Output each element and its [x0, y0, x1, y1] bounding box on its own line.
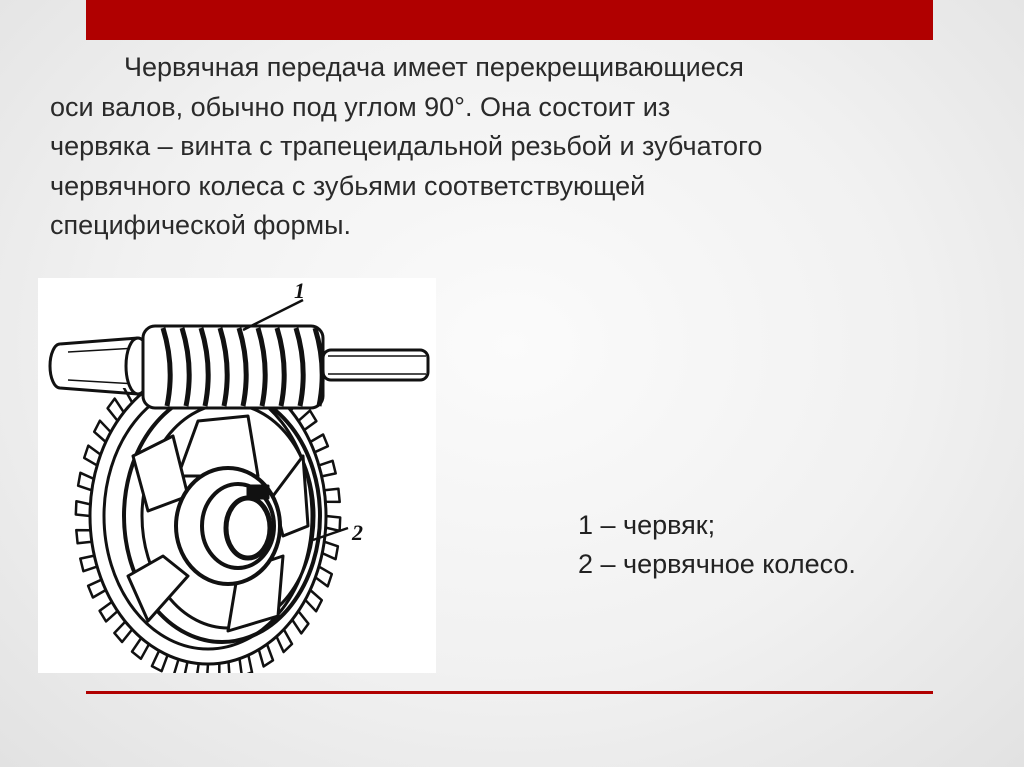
paragraph-line-5: специфической формы.: [50, 210, 351, 240]
legend-item-worm-wheel: 2 – червячное колесо.: [578, 549, 856, 579]
paragraph-line-3: червяка – винта с трапецеидальной резьбой и зубчатого: [50, 131, 763, 161]
worm-shaft: [50, 326, 428, 408]
description-paragraph: [50, 48, 990, 246]
legend-item-worm: 1 – червяк;: [578, 510, 716, 540]
worm-gear-illustration: [38, 278, 436, 673]
callout-label-2: 2: [352, 520, 363, 545]
title-accent-bar: [86, 0, 933, 40]
gear-tooth: [326, 516, 341, 531]
callout-label-1: 1: [294, 278, 305, 303]
paragraph-line-1: Червячная передача имеет перекрещивающиеся: [124, 52, 744, 82]
figure-legend: [578, 506, 856, 584]
paragraph-line-4: червячного колеса с зубьями соответствующей: [50, 170, 646, 201]
gear-tooth: [76, 501, 91, 516]
bottom-divider: [86, 691, 933, 694]
worm-gear-drawing: [38, 278, 436, 673]
paragraph-line-2: оси валов, обычно под углом 90°. Она состоит из: [50, 91, 671, 122]
